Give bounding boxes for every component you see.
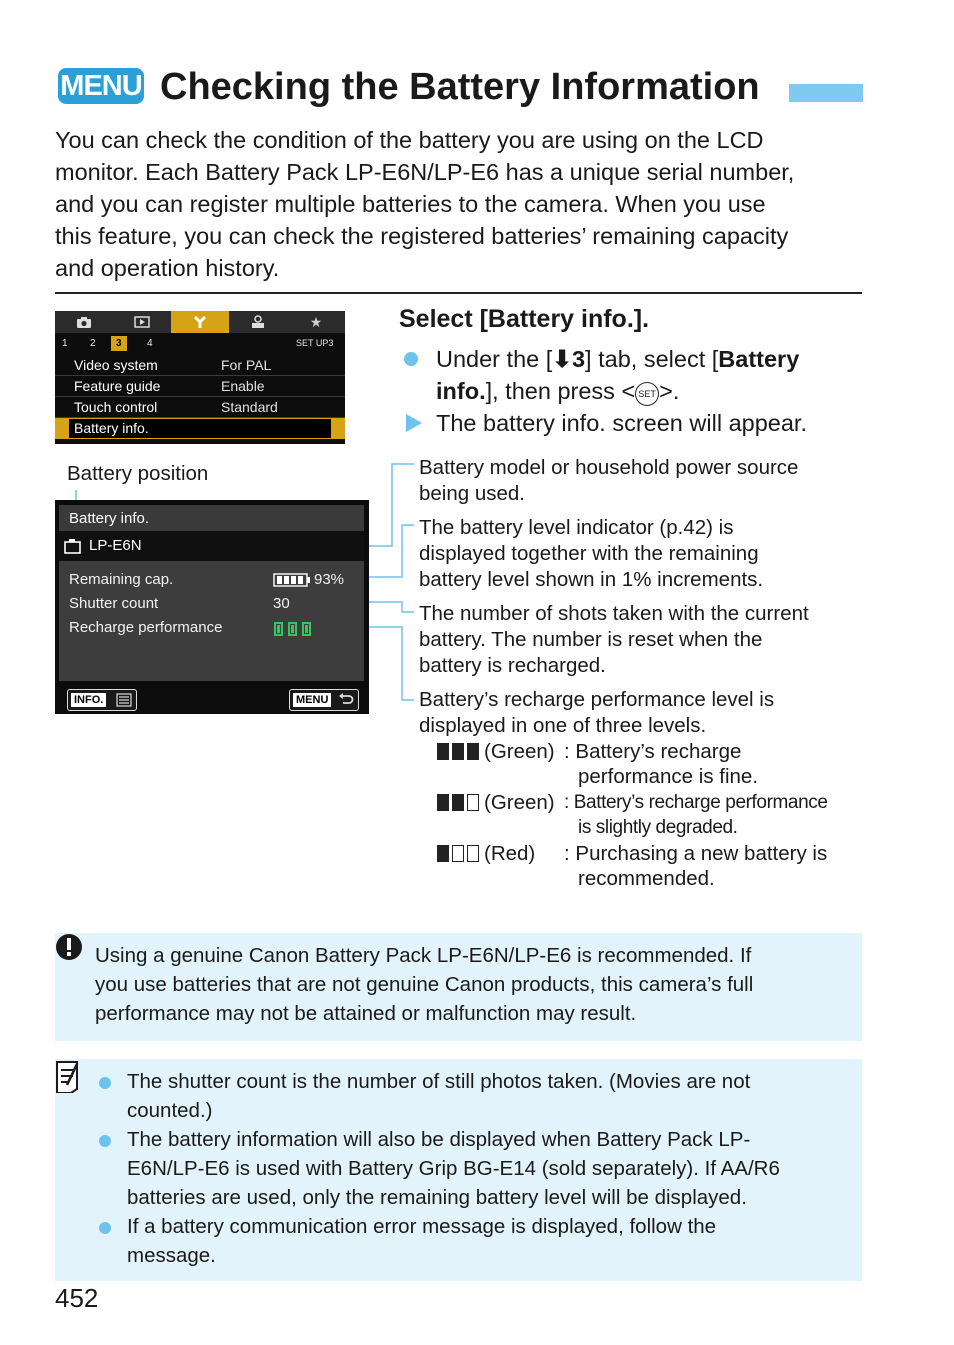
menu-item-battery-info: Battery info. xyxy=(55,418,345,439)
level-full-icon xyxy=(437,743,479,760)
menu-item-touch-control: Touch control Standard xyxy=(55,397,345,418)
remaining-cap-value: 93% xyxy=(314,571,345,588)
intro-paragraph: You can check the condition of the battery you are using on the LCD monitor. Each Battery Pack LP-E6N/LP-E6 has a unique serial number, and you can register multiple batteries to the camera. When you use this feature, you can check the registered batteries’ remaining capacity and operation history. xyxy=(55,127,795,281)
callout-battery-level: The battery level indicator (p.42) is displayed together with the remaining battery level shown in 1% increments. xyxy=(419,516,764,591)
level-full-color: (Green) xyxy=(484,740,555,763)
remaining-cap-label: Remaining cap. xyxy=(69,571,174,588)
list-icon xyxy=(116,693,132,707)
level-medium-desc: : Battery’s recharge performance xyxy=(564,792,828,813)
callout-battery-model: Battery model or household power source being used. xyxy=(419,456,799,505)
level-medium-color: (Green) xyxy=(484,791,555,814)
caution-box: Using a genuine Canon Battery Pack LP-E6N/LP-E6 is recommended. If you use batteries that are not genuine Canon products, this camera’s full performance may not be attained or malfunction may result. xyxy=(55,933,862,1041)
page-title: Checking the Battery Information xyxy=(160,66,760,108)
bullet-icon xyxy=(99,1135,111,1147)
shutter-count-label: Shutter count xyxy=(69,595,159,612)
level-low-color: (Red) xyxy=(484,842,536,865)
step-instruction: Under the [⬇3] tab, select [Battery info.], then press < SET >. xyxy=(436,346,800,404)
note-icon xyxy=(55,1061,81,1093)
callout-recharge-performance: Battery’s recharge performance level is displayed in one of three levels. xyxy=(419,688,775,737)
note-item-battery-grip: The battery information will also be displayed when Battery Pack LP- E6N/LP-E6 is used with Battery Grip BG-E14 (sold separately). If AA/R6 batteries are used, only the remaining battery level will be displayed. xyxy=(127,1128,780,1209)
menu-item-feature-guide: Feature guide Enable xyxy=(55,376,345,397)
step-result: The battery info. screen will appear. xyxy=(436,410,807,436)
note-box xyxy=(55,1059,862,1281)
battery-position-icon xyxy=(63,537,85,555)
my-menu-star-icon: ★ xyxy=(287,311,345,333)
bullet-icon xyxy=(99,1077,111,1089)
return-arrow-icon xyxy=(338,693,354,707)
battery-position-label: Battery position xyxy=(67,462,209,485)
page-number: 452 xyxy=(55,1283,99,1313)
level-low-icon xyxy=(437,845,479,862)
setup-tab-icon: ⬇ xyxy=(552,346,572,372)
battery-info-screen xyxy=(55,500,369,714)
recharge-performance-label: Recharge performance xyxy=(69,619,223,636)
subtab-bar: 1 2 3 4 SET UP3 xyxy=(62,338,334,349)
callout-shutter-count: The number of shots taken with the current battery. The number is reset when the battery is recharged. xyxy=(419,602,809,677)
bullet-icon xyxy=(99,1222,111,1234)
level-low-desc-2: recommended. xyxy=(578,867,715,890)
menu-badge: MENU xyxy=(58,68,144,104)
recharge-level-icon xyxy=(273,621,313,637)
battery-screen-header: Battery info. xyxy=(69,510,150,527)
level-low-desc: : Purchasing a new battery is xyxy=(564,842,828,865)
note-item-communication-error: If a battery communication error message is displayed, follow the message. xyxy=(127,1215,717,1267)
level-medium-icon xyxy=(437,794,479,811)
menu-item-video-system: Video system For PAL xyxy=(55,355,345,376)
note-item-shutter-count: The shutter count is the number of still photos taken. (Movies are not counted.) xyxy=(127,1070,751,1122)
level-full-desc: : Battery’s recharge xyxy=(564,740,742,763)
level-medium-desc-2: is slightly degraded. xyxy=(578,817,738,838)
step-title: Select [Battery info.]. xyxy=(399,305,650,333)
level-full-desc-2: performance is fine. xyxy=(578,765,759,788)
battery-model-row: LP-E6N xyxy=(59,531,364,561)
info-button: INFO. xyxy=(67,689,137,711)
caution-icon xyxy=(55,933,87,963)
menu-back-button: MENU xyxy=(289,689,359,711)
battery-level-icon xyxy=(273,573,311,587)
shutter-count-value: 30 xyxy=(273,595,290,612)
set-button-icon: SET xyxy=(635,382,659,406)
